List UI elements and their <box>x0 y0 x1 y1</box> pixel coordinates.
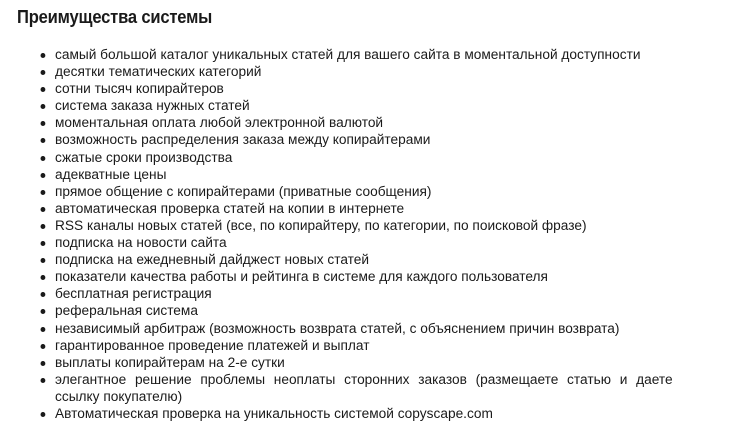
list-item <box>0 321 708 338</box>
list-item-text: реферальная система <box>55 303 198 320</box>
bullet-icon <box>41 104 46 109</box>
list-item <box>0 98 708 115</box>
list-item-text: элегантное решение проблемы неоплаты сторонних заказов (размещаете статью и даете ссылку покупателю) <box>55 371 673 405</box>
list-item <box>0 132 708 149</box>
list-item-text: автоматическая проверка статей на копии в интернете <box>55 200 405 217</box>
bullet-icon <box>41 292 46 297</box>
list-item <box>0 150 708 167</box>
list-item <box>0 184 708 201</box>
list-item-text: прямое общение с копирайтерами (приватные сообщения) <box>55 183 432 200</box>
bullet-icon <box>41 412 46 417</box>
bullet-icon <box>41 344 46 349</box>
bullet-icon <box>41 258 46 263</box>
bullet-icon <box>41 70 46 75</box>
bullet-icon <box>41 361 46 366</box>
bullet-icon <box>41 121 46 126</box>
page-title: Преимущества системы <box>17 7 213 27</box>
list-item-text: самый большой каталог уникальных статей для вашего сайта в моментальной доступности <box>55 47 641 63</box>
list-item-text: система заказа нужных статей <box>55 98 250 115</box>
list-item <box>0 303 708 320</box>
list-item <box>0 338 708 355</box>
list-item <box>0 286 708 303</box>
list-item <box>0 47 708 64</box>
bullet-icon <box>41 207 46 212</box>
bullet-icon <box>41 53 46 58</box>
list-item-text: независимый арбитраж (возможность возврата статей, с объяснением причин возврата) <box>55 320 620 337</box>
list-item-text: RSS каналы новых статей (все, по копирайтеру, по категории, по поисковой фразе) <box>55 217 587 234</box>
bullet-icon <box>41 138 46 143</box>
list-item-text: подписка на ежедневный дайджест новых статей <box>55 252 370 269</box>
list-item <box>0 235 708 252</box>
bullet-icon <box>41 309 46 314</box>
bullet-icon <box>41 87 46 92</box>
list-item <box>0 406 708 423</box>
list-item-text: подписка на новости сайта <box>55 235 227 252</box>
list-item <box>0 81 708 98</box>
bullet-icon <box>41 241 46 246</box>
list-item-text: выплаты копирайтерам на 2-е сутки <box>55 354 285 371</box>
bullet-icon <box>41 224 46 229</box>
list-item <box>0 252 708 269</box>
list-item-text: бесплатная регистрация <box>55 286 212 303</box>
list-item-text: возможность распределения заказа между копирайтерами <box>55 132 431 149</box>
list-item <box>0 372 686 406</box>
list-item-text: показатели качества работы и рейтинга в системе для каждого пользователя <box>55 269 548 286</box>
list-item-text: Автоматическая проверка на уникальность системой copyscape.com <box>55 405 493 422</box>
list-item-text: гарантированное проведение платежей и выплат <box>55 337 370 354</box>
bullet-icon <box>41 156 46 161</box>
list-item-text: десятки тематических категорий <box>55 64 262 81</box>
list-item <box>0 355 708 372</box>
list-item-text: моментальная оплата любой электронной валютой <box>55 115 384 132</box>
list-item <box>0 167 708 184</box>
list-item-text: сотни тысяч копирайтеров <box>55 81 224 98</box>
bullet-icon <box>41 275 46 280</box>
advantages-list <box>0 47 734 423</box>
bullet-icon <box>41 378 46 383</box>
list-item <box>0 115 708 132</box>
list-item <box>0 269 708 286</box>
list-item-text: сжатые сроки производства <box>55 149 233 166</box>
bullet-icon <box>41 173 46 178</box>
bullet-icon <box>41 327 46 332</box>
list-item-text: адекватные цены <box>55 166 167 183</box>
list-item <box>0 64 708 81</box>
bullet-icon <box>41 190 46 195</box>
list-item <box>0 201 708 218</box>
list-item <box>0 218 708 235</box>
